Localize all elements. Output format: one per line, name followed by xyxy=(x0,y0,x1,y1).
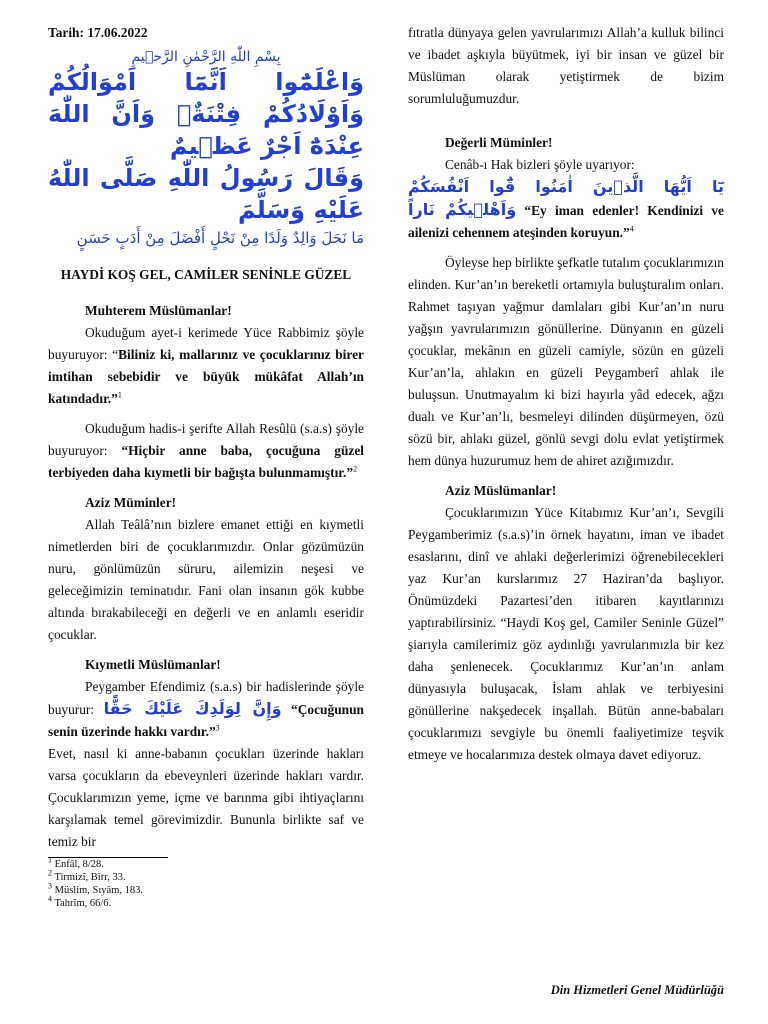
right-column xyxy=(408,22,724,766)
paragraph: يَٓا اَيُّهَا الَّذ۪ينَ اٰمَنُوا قُٓوا اَنْفُسَكُمْ وَاَهْل۪يكُمْ نَاراً “Ey iman edenler! Kendinizi ve ailenizi cehennem ateşinden koruyun.”$^4$ xyxy=(408,177,724,240)
hadith-inline-arabic: وَإِنَّ لِوَلَدِكَ عَلَيْكَ حَقًّا xyxy=(103,699,282,718)
publisher-footer: Din Hizmetleri Genel Müdürlüğü xyxy=(550,983,724,997)
paragraph: Allah Teâlâ’nın bizlere emanet ettiği en kıymetli nimetlerden biri de çocuklarımızdır. Onlar gözümüzün nuru, gönlümüzün süruru, ailemizin neşesi ve geleceğimizin teminatıdır. Fani olan insanın gök kubbe altında bırakabileceği en değerli ve en anlamlı eseridir çocuklar. xyxy=(48,517,364,642)
paragraph: Öyleyse hep birlikte şefkatle tutalım çocuklarımızın elinden. Kur’an’ın bereketli ortamıyla buluşturalım onları. Rahmet taşıyan yağmur damlaları gibi Kur’an’ın nuru yağşın yavrularımızın gönüllerine. Dünyanın en güzeli çocuklar, mekânın en güzeli camiyle, sözün en güzeli Kur’an’la, ahlakın en güzeli Peygamberî ahlak ile buluşsun. Unutmayalım ki bizi hayırla yâd edecek, ağzı dualı ve Kur’an’lı, besmeleyi dilinden düşürmeyen, özü sözü bir, ahlakı güzel, gönlü sevgi dolu evlat yetiştirmek hem dünya huzurumuz hem de ahiret azığımızdır. xyxy=(408,255,724,468)
section-heading: Aziz Müminler! xyxy=(85,495,177,510)
left-column xyxy=(48,22,364,910)
sermon-date: Tarih: 17.06.2022 xyxy=(48,25,148,40)
section-heading: Kıymetli Müslümanlar! xyxy=(85,657,221,672)
paragraph: Okuduğum hadis-i şerifte Allah Resûlü (s.a.s) şöyle buyuruyor: “Hiçbir anne baba, çocuğuna güzel terbiyeden daha kıymetli bir bağışta bulunmamıştır.”$^2$ xyxy=(48,421,365,480)
paragraph: Peygamber Efendimiz (s.a.s) bir hadislerinde şöyle buyurur: وَإِنَّ لِوَلَدِكَ عَلَيْكَ حَقًّا “Çocuğunun senin üzerinde hakkı vardır.”$^3$ xyxy=(48,679,364,739)
sermon-title: HAYDİ KOŞ GEL, CAMİLER SENİNLE GÜZEL xyxy=(60,267,352,282)
paragraph: Okuduğum ayet-i kerimede Yüce Rabbimiz şöyle buyuruyor: “Biliniz ki, mallarınız ve çocuklarınız birer imtihan sebebidir ve büyük mükâfat Allah’ın katındadır.”$^1$ xyxy=(48,325,364,406)
paragraph: Cenâb-ı Hak bizleri şöyle uyarıyor: xyxy=(445,157,635,172)
section-heading: Değerli Müminler! xyxy=(445,135,553,150)
footnote: $^3$ Müslim, Sıyâm, 183. xyxy=(48,881,144,896)
basmala-arabic: بِسْمِ اللّٰهِ الرَّحْمٰنِ الرَّح۪يمِ xyxy=(131,49,281,65)
hadith-intro-arabic: وَقَالَ رَسُولُ اللّٰهِ صَلَّى اللّٰهُ عَلَيْهِ وَسَلَّمَ xyxy=(48,164,364,224)
ayah-arabic: وَاعْلَمُٓوا اَنَّمَٓا اَمْوَالُكُمْ وَاَوْلَادُكُمْ فِتْنَةٌۙ وَاَنَّ اللّٰهَ عِنْدَهُٓ اَجْرٌ عَظ۪يمٌ xyxy=(48,68,364,160)
footnote: $^1$ Enfâl, 8/28. xyxy=(48,855,104,870)
section-heading: Muhterem Müslümanlar! xyxy=(85,303,232,318)
ayah-inline-arabic: يَٓا اَيُّهَا الَّذ۪ينَ اٰمَنُوا قُٓوا اَنْفُسَكُمْ وَاَهْل۪يكُمْ نَاراً xyxy=(408,177,724,219)
paragraph: Evet, nasıl ki anne-babanın çocukları üzerinde hakları varsa çocukların da ebeveynleri üzerinde hakları vardır. Çocuklarımızın yeme, içme ve barınma gibi ihtiyaçlarını karşılamak temel görevimizdir. Bununla birlikte saf ve temiz bir xyxy=(48,746,364,849)
hadith-arabic: مَا نَحَلَ وَالِدٌ وَلَدًا مِنْ نَحْلٍ أَفْضَلَ مِنْ أَدَبٍ حَسَنٍ xyxy=(76,229,364,247)
footnote: $^4$ Tahrîm, 66/6. xyxy=(48,894,112,909)
paragraph: fıtratla dünyaya gelen yavrularımızı Allah’a kulluk bilinci ve ibadet aşkıyla büyütmek, iyi bir insan ve güzel bir Müslüman olarak yetiştirmek de bizim sorumluluğumuzdur. xyxy=(408,25,724,106)
footnote: $^2$ Tirmizî, Birr, 33. xyxy=(48,868,126,883)
paragraph: Çocuklarımızın Yüce Kitabımız Kur’an’ı, Sevgili Peygamberimiz (s.a.s)’in örnek hayatını, iman ve ibadet esaslarını, dinî ve ahlaki değerlerimizi öğrenebilecekleri yaz Kur’an kurslarımız 27 Haziran’da başlıyor. Önümüzdeki Pazartesi’den itibaren kayıtlarınızı yaptırabilirsiniz. “Haydi Koş gel, Camiler Seninle Güzel” şiarıyla camilerimiz göz aydınlığı yavrularımızla bir kez daha şenlenecek. Çocuklarımız Kur’an’ın anlam dünyasıyla buluşacak, İslam ahlak ve terbiyesini gönüllerine nakşedecek inşallah. Bütün anne-babaları çocuklarımızı sevgiyle bu önemli faaliyetimize teşvik etmeye ve hocalarımıza destek olmaya davet ediyoruz. xyxy=(408,505,724,762)
section-heading: Aziz Müslümanlar! xyxy=(445,483,557,498)
